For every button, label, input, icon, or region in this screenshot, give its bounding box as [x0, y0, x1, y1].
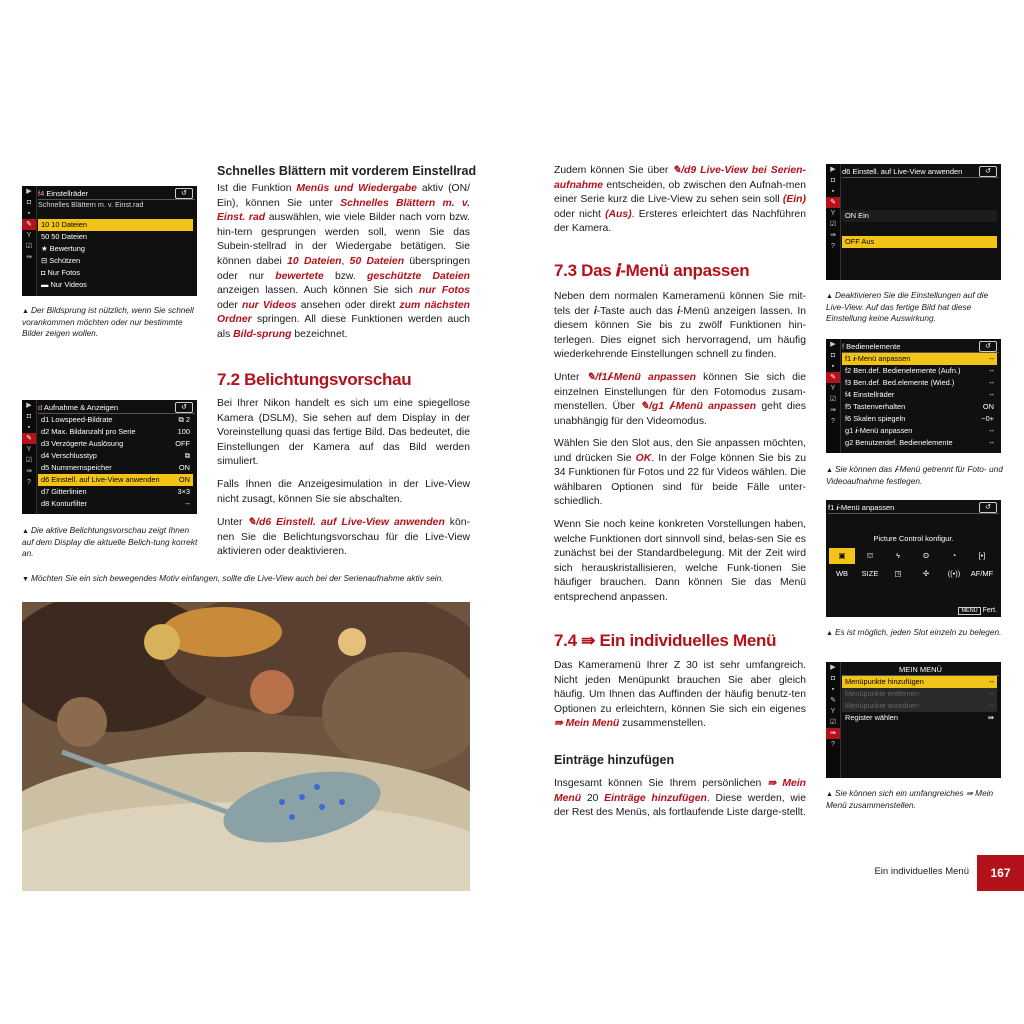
camera-screen-recording-display	[22, 400, 197, 514]
menu-row[interactable]: ⊟ Schützen	[41, 256, 81, 265]
photo-illustration	[22, 602, 470, 891]
menu-row[interactable]: d5 Nummernspeicher ON	[41, 463, 190, 472]
screen-title: d6 Einstell. auf Live-View anwenden ↺	[842, 166, 999, 178]
camera-screen-controls	[826, 339, 1001, 453]
photo-caption: ▼ Möchten Sie ein sich bewegendes Motiv einfangen, sollte die Live-View auch bei der Serienaufnahme aktiv sein.	[22, 573, 444, 583]
running-footer-chapter: Ein individuelles Menü	[874, 866, 969, 877]
paragraph: Ist die Funktion Menüs und Wiedergabe aktiv (ON/ Ein), können Sie unter Schnelles Blättern m. v. Einst. rad auswählen, wie viele Bilder nach vorn bzw. hin-tern gesprungen werden soll, wenn Sie das Subein-stellrad in der Wiedergabe betätigen. Sie können dabei 10 Dateien, 50 Dateien überspringen oder nur bewertete bzw. geschützte Dateien anzeigen lassen. Auch können Sie sich nur Fotos oder nur Videos ansehen oder direkt zum nächsten Ordner springen. All diese Funktionen werden auch als Bild-sprung bezeichnet.	[217, 183, 471, 340]
screen-title: f Bedienelemente ↺	[842, 341, 999, 353]
i-menu-slot[interactable]: ϟ	[896, 551, 900, 560]
screen-subtitle: Schnelles Blättern m. v. Einst.rad	[38, 200, 144, 209]
i-menu-slot[interactable]: ▣	[829, 548, 855, 564]
paragraph: Unter ✎/d6 Einstell. auf Live-View anwenden kön-nen Sie die Belichtungsvorschau für die Live-View aktivieren oder deaktivieren.	[217, 517, 471, 558]
paragraph: Wählen Sie den Slot aus, den Sie anpassen möchten, und drücken Sie OK. In der Folge können Sie bis zu 34 Funktionen für Fotos und 22 für Videos wählen. Die wählbaren Optionen sind für beide Fälle unter-schiedlich.	[554, 438, 806, 508]
i-menu-slot[interactable]: [•]	[978, 551, 986, 560]
caption: ▲ Es ist möglich, jeden Slot einzeln zu belegen.	[826, 627, 1002, 637]
menu-tab-strip: ▶ ◘ ▪ ✎ Y ☑ ⇛ ?	[826, 662, 841, 778]
menu-row[interactable]: f1 𝒊-Menü anpassen --	[842, 353, 997, 365]
paragraph: Falls Ihnen die Anzeigesimulation in der Live-View nicht zusagt, können Sie sie abschalten.	[217, 479, 470, 505]
slot-function-label: Picture Control konfigur.	[873, 534, 954, 543]
paragraph: Wenn Sie noch keine konkreten Vorstellungen haben, welche Funktionen dort sinnvoll sind, belas-sen Sie es zunächst bei der Standardbelegung. Mit der Zeit wird sich herauskristallisieren, welche Funk-tionen Sie häufiger brauchen. Dann können Sie das Menü entsprechend anpassen.	[554, 519, 806, 603]
menu-row[interactable]: d8 Konturfilter --	[41, 499, 190, 508]
i-menu-slot[interactable]: SIZE	[861, 569, 879, 578]
menu-row[interactable]: Menüpunkte entfernen --	[842, 688, 997, 700]
i-menu-slot[interactable]: ((•))	[947, 569, 961, 578]
menu-row[interactable]: d2 Max. Bildanzahl pro Serie 100	[41, 427, 190, 436]
caption: ▲ Der Bildsprung ist nützlich, wenn Sie schnell vorankommen möchten oder nur bestimmte Bilder zeigen wollen.	[22, 305, 194, 338]
caption: ▲ Sie können das 𝒊-Menü getrennt für Foto- und Videoaufnahme festlegen.	[826, 464, 1003, 486]
option-off[interactable]: OFF Aus	[842, 236, 997, 248]
paragraph: Unter ✎/f1𝒊-Menü anpassen können Sie sich die einzelnen Einstellungen für den Fotomodus zusam-menstellen. Über ✎/g1 𝒊-Menü anpassen geht dies unabhängig für den Videomodus.	[554, 372, 807, 427]
menu-row[interactable]: d1 Lowspeed-Bildrate ⧉ 2	[41, 415, 190, 424]
menu-row[interactable]: ▬ Nur Videos	[41, 280, 87, 289]
menu-row[interactable]: d7 Gitterlinien 3×3	[41, 487, 190, 496]
menu-row[interactable]: d3 Verzögerte Auslösung OFF	[41, 439, 190, 448]
caption: ▲ Die aktive Belichtungsvorschau zeigt Ihnen auf dem Display die aktuelle Belich-tung korrekt an.	[22, 525, 198, 558]
menu-tab-strip: ▶ ◘ ▪ ✎ Y ☑ ⇛	[22, 186, 37, 296]
caption: ▲ Sie können sich ein umfangreiches ⇛ Mein Menü zusammenstellen.	[826, 788, 994, 810]
camera-screen-my-menu	[826, 662, 1001, 778]
i-menu-slot[interactable]: WB	[835, 569, 849, 578]
finish-hint: MENU Fert.	[958, 607, 997, 614]
screen-title: MEIN MENÜ	[842, 664, 999, 676]
paragraph: Bei Ihrer Nikon handelt es sich um eine spiegellose Kamera (DSLM), Sie sehen auf dem Display in der Voreinstellung quasi das fertige Bild. Das bedeutet, die Einstellungen der Kamera auf das Bild werden simuliert.	[217, 398, 470, 468]
menu-row[interactable]: Register wählen ⇛	[845, 713, 994, 722]
menu-row[interactable]: 50 50 Dateien	[41, 232, 88, 241]
menu-row[interactable]: ◘ Nur Fotos	[41, 268, 80, 277]
section-heading: 7.3 Das 𝒊-Menü anpassen	[554, 261, 750, 280]
menu-row[interactable]: Menüpunkte anordnen --	[842, 700, 997, 712]
caption: ▲ Deaktivieren Sie die Einstellungen auf die Live-View. Auf das fertige Bild hat diese Einstellung keine Auswirkung.	[826, 290, 989, 323]
menu-row[interactable]: f5 Tastenverhalten ON	[845, 402, 994, 411]
screen-title: d Aufnahme & Anzeigen ↺	[38, 402, 195, 414]
screen-title: f1 𝒊-Menü anpassen ↺	[828, 502, 999, 514]
i-menu-slot[interactable]: AF/MF	[970, 569, 994, 578]
menu-row[interactable]: 10 10 Dateien	[38, 219, 193, 231]
camera-screen-liveview-setting	[826, 164, 1001, 280]
menu-tab-strip: ▶ ◘ ▪ ✎ Y ☑ ⇛ ?	[826, 339, 841, 453]
menu-row[interactable]: ★ Bewertung	[41, 244, 86, 253]
section-heading: 7.4 ⇛ Ein individuelles Menü	[554, 631, 777, 650]
i-menu-slot[interactable]: ✣	[922, 569, 930, 578]
screen-title: f4 Einstellräder ↺	[38, 188, 195, 200]
menu-tab-strip: ▶ ◘ ▪ ✎ Y ☑ ⇛ ?	[826, 164, 841, 280]
menu-row[interactable]: g1 𝒊-Menü anpassen --	[845, 426, 994, 435]
i-menu-slot[interactable]: ʘ	[923, 551, 929, 560]
menu-row[interactable]: f4 Einstellräder --	[845, 390, 994, 399]
i-menu-slot[interactable]: ◳	[894, 569, 902, 578]
option-on[interactable]: ON Ein	[842, 210, 997, 222]
subsection-heading: Schnelles Blättern mit vorderem Einstellrad	[217, 164, 477, 178]
menu-row[interactable]: f6 Skalen spiegeln −0+	[845, 414, 994, 423]
menu-row[interactable]: g2 Benutzerdef. Bedienelemente --	[845, 438, 994, 447]
section-heading: 7.2 Belichtungsvorschau	[217, 370, 412, 389]
menu-tab-strip: ▶ ◘ ▪ ✎ Y ☑ ⇛ ?	[22, 400, 37, 514]
menu-row[interactable]: d4 Verschlusstyp ⧉	[41, 451, 190, 460]
paragraph: Neben dem normalen Kameramenü können Sie mit-tels der 𝒊-Taste auch das 𝒊-Menü anzeigen lassen. In diesem können Sie bis zu zwölf Funktionen hin-terlegen. Dies eignet sich hervorragend, um häufig wiederkehrende Einstellungen schnell zu finden.	[554, 291, 806, 361]
paragraph: Insgesamt können Sie Ihrem persönlichen ⇛ Mein Menü 20 Einträge hinzufügen. Diese werden, wie der Rest des Menüs, als fortlaufende Liste darge-stellt.	[554, 778, 806, 819]
i-menu-slot[interactable]: ⛫	[866, 551, 874, 560]
menu-row[interactable]: Menüpunkte hinzufügen --	[842, 676, 997, 688]
paragraph: Das Kameramenü Ihrer Z 30 ist sehr umfangreich. Nicht jeden Menüpunkt brauchen Sie aber gleich häufig. Um Ihnen das Auffinden der häufig benutz-ten Optionen zu erleichtern, können Sie sich ein eigenes ⇛ Mein Menü zusammenstellen.	[554, 660, 806, 730]
paragraph: Zudem können Sie über ✎/d9 Live-View bei Serien-aufnahme entscheiden, ob zwischen den Aufnah-men einer Serie kurz die Live-View zu sehen sein soll (Ein) oder nicht (Aus). Ersteres erleichtert das Nachführen der Kamera.	[554, 165, 806, 235]
page-number: 167	[977, 855, 1024, 891]
camera-screen-i-menu-slots	[826, 500, 1001, 617]
subsection-heading: Einträge hinzufügen	[554, 753, 675, 767]
menu-row[interactable]: f2 Ben.def. Bedienelemente (Aufn.) --	[845, 366, 994, 375]
i-menu-slot[interactable]: ◔	[951, 551, 957, 560]
menu-row[interactable]: d6 Einstell. auf Live-View anwenden ON	[38, 474, 193, 486]
camera-screen-dials	[22, 186, 197, 296]
menu-row[interactable]: f3 Ben.def. Bed.elemente (Wied.) --	[845, 378, 994, 387]
stingray-reef-photo	[22, 602, 470, 891]
